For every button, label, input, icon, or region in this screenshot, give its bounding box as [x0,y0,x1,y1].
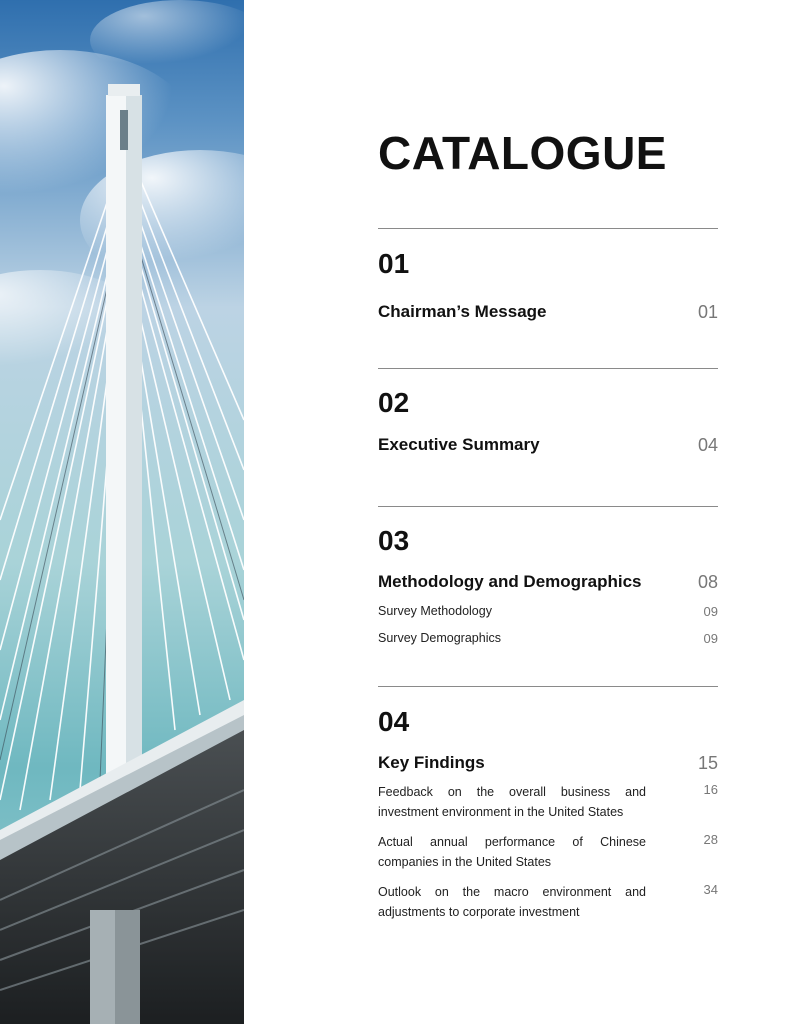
toc-entry-page: 04 [697,435,718,455]
toc-subentry-label: Outlook on the macro environment and adjustments to corporate investment [378,885,646,919]
toc-entry-label: Methodology and Demographics [378,572,642,591]
toc-subentry-page: 28 [703,832,718,847]
section-number: 01 [378,248,410,279]
toc-entry-page: 08 [697,572,718,592]
toc-entry-page: 15 [697,753,718,773]
toc-entry-label: Executive Summary [378,435,540,454]
toc-subentry-page: 09 [703,631,718,646]
toc-subentry-label: Survey Methodology [378,604,492,618]
bridge-photo [0,0,244,1024]
section-divider [378,368,718,369]
toc-subentry-label: Survey Demographics [378,631,501,645]
toc-subentry-label: Feedback on the overall business and investment environment in the United States [378,785,646,819]
toc-subentry-page: 34 [703,882,718,897]
section-divider [378,506,718,507]
section-number: 02 [378,387,410,418]
toc-subentry-page: 09 [703,604,718,619]
toc-subentry-label: Actual annual performance of Chinese companies in the United States [378,835,646,869]
toc-entry-page: 01 [697,302,718,322]
section-divider [378,686,718,687]
toc-entry-label: Chairman’s Message [378,302,547,321]
page-title: CATALOGUE [378,127,667,179]
toc-subentry-page: 16 [703,782,718,797]
section-divider [378,228,718,229]
section-number: 03 [378,525,410,556]
cable-stayed-bridge-illustration [0,0,244,1024]
section-number: 04 [378,706,410,737]
toc-entry-label: Key Findings [378,753,485,772]
